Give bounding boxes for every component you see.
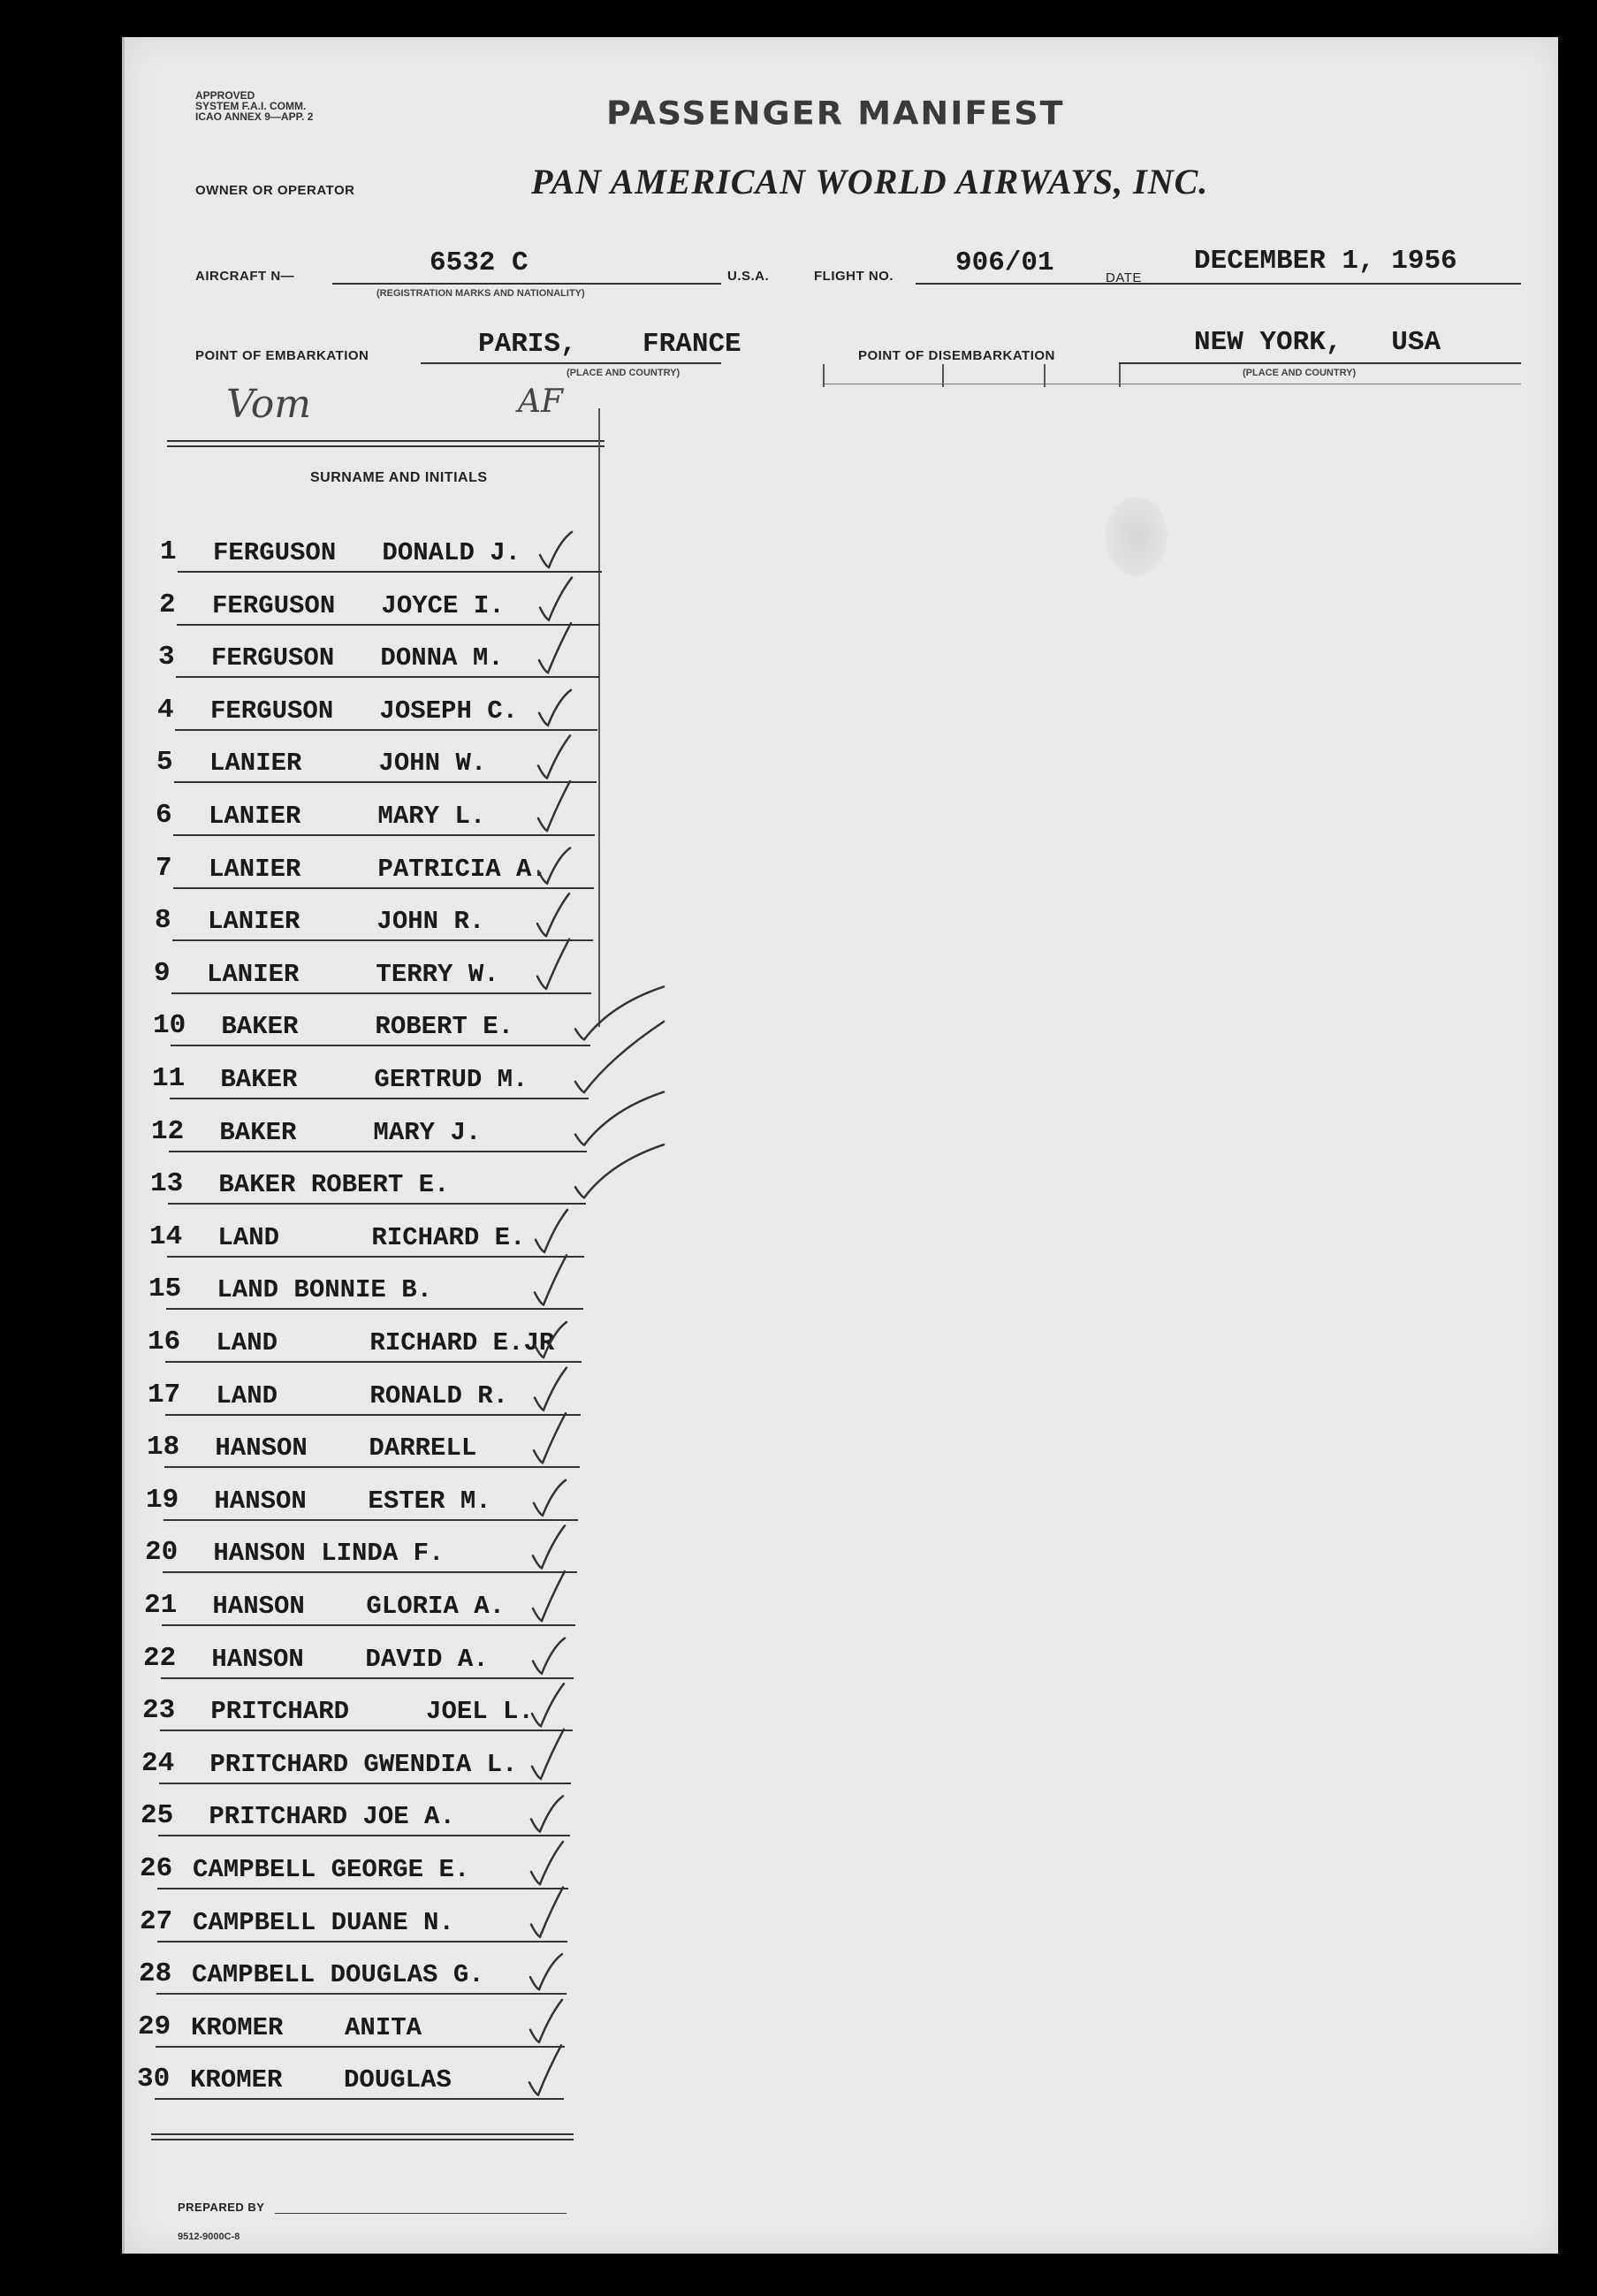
check-mark xyxy=(575,1144,664,1197)
passenger-number: 9 xyxy=(154,957,171,989)
passenger-name: HANSON GLORIA A. xyxy=(197,1592,506,1621)
passenger-name: FERGUSON JOYCE I. xyxy=(212,590,505,620)
aircraft-value: 6532 C xyxy=(430,247,529,278)
check-marks xyxy=(125,37,1558,2254)
owner-label: OWNER OR OPERATOR xyxy=(195,183,355,198)
check-mark xyxy=(538,848,570,884)
passenger-name: LANIER PATRICIA A. xyxy=(209,854,547,884)
manifest-sheet xyxy=(122,37,1558,2254)
check-mark xyxy=(539,690,571,726)
passenger-number: 13 xyxy=(150,1168,184,1200)
check-mark xyxy=(532,1684,564,1726)
passenger-number: 30 xyxy=(137,2064,171,2095)
flight-value: 906/01 xyxy=(955,247,1054,278)
passenger-name: BAKER MARY J. xyxy=(204,1117,482,1147)
passenger-name: KROMER ANITA xyxy=(191,2012,422,2042)
passenger-number: 16 xyxy=(148,1327,181,1357)
passenger-number: 15 xyxy=(148,1273,182,1305)
check-mark xyxy=(533,1525,565,1568)
check-mark xyxy=(530,1954,562,1989)
date-label: DATE xyxy=(1106,270,1142,285)
passenger-name: FERGUSON JOSEPH C. xyxy=(210,696,519,726)
approval-note: APPROVED SYSTEM F.A.I. COMM. ICAO ANNEX 9—APP. 2 xyxy=(195,89,314,123)
passenger-number: 24 xyxy=(141,1747,175,1779)
check-mark xyxy=(575,1092,664,1145)
passenger-number: 23 xyxy=(142,1695,176,1727)
passenger-name: FERGUSON DONALD J. xyxy=(213,538,521,567)
passenger-number: 27 xyxy=(140,1905,173,1937)
check-mark xyxy=(534,1480,566,1516)
passenger-number: 28 xyxy=(139,1958,172,1990)
check-mark xyxy=(531,1796,563,1831)
passenger-name: BAKER ROBERT E. xyxy=(203,1170,450,1200)
check-mark xyxy=(538,781,570,831)
passenger-name: LANIER JOHN R. xyxy=(208,907,485,937)
check-mark xyxy=(540,532,572,567)
disembarkation-label: POINT OF DISEMBARKATION xyxy=(858,348,1055,363)
passenger-number: 2 xyxy=(159,589,176,620)
check-mark xyxy=(529,2045,561,2095)
check-mark xyxy=(531,1888,563,1937)
flight-label: FLIGHT NO. xyxy=(814,269,894,284)
surname-header: SURNAME AND INITIALS xyxy=(310,470,488,485)
check-mark xyxy=(537,893,569,936)
check-mark xyxy=(539,623,571,673)
passenger-name: KROMER DOUGLAS xyxy=(190,2065,452,2095)
passenger-name: HANSON DAVID A. xyxy=(196,1644,489,1674)
prepared-rule xyxy=(275,2213,567,2214)
passenger-name: PRITCHARD GWENDIA L. xyxy=(194,1749,518,1779)
passenger-name: LAND BONNIE B. xyxy=(202,1275,433,1305)
check-mark xyxy=(575,1022,664,1092)
passenger-number: 21 xyxy=(144,1590,178,1621)
handwritten-code: AF xyxy=(518,384,563,420)
passenger-name: LAND RICHARD E. xyxy=(202,1222,526,1252)
check-mark xyxy=(536,1210,567,1252)
passenger-name: HANSON ESTER M. xyxy=(199,1486,491,1516)
passenger-name: CAMPBELL GEORGE E. xyxy=(193,1855,470,1884)
check-mark xyxy=(531,1842,563,1884)
country-label: U.S.A. xyxy=(727,269,770,284)
check-mark xyxy=(535,1322,567,1357)
check-mark xyxy=(537,939,569,989)
passenger-name: LANIER TERRY W. xyxy=(207,959,499,989)
passenger-name: PRITCHARD JOE A. xyxy=(194,1802,455,1832)
passenger-number: 14 xyxy=(149,1220,183,1252)
passenger-number: 1 xyxy=(160,536,177,567)
passenger-name: BAKER ROBERT E. xyxy=(206,1012,514,1042)
passenger-number: 20 xyxy=(145,1537,179,1569)
passenger-number: 26 xyxy=(140,1853,173,1884)
disembarkation-value: NEW YORK, USA xyxy=(1194,327,1441,358)
passenger-name: HANSON DARRELL xyxy=(200,1433,477,1464)
passenger-name: PRITCHARD JOEL L. xyxy=(195,1697,534,1727)
embarkation-value: PARIS, FRANCE xyxy=(478,329,741,360)
passenger-number: 6 xyxy=(156,800,172,831)
passenger-name: HANSON LINDA F. xyxy=(198,1539,445,1569)
aircraft-label: AIRCRAFT N— xyxy=(195,269,295,284)
registration-caption: (REGISTRATION MARKS AND NATIONALITY) xyxy=(376,288,585,299)
passenger-number: 19 xyxy=(146,1484,179,1516)
passenger-name: BAKER GERTRUD M. xyxy=(205,1065,529,1094)
check-mark xyxy=(533,1571,565,1621)
passenger-number: 4 xyxy=(157,694,174,726)
embarkation-caption: (PLACE AND COUNTRY) xyxy=(567,368,681,378)
date-value: DECEMBER 1, 1956 xyxy=(1194,246,1457,277)
check-mark xyxy=(532,1730,564,1779)
check-mark xyxy=(533,1638,565,1674)
passenger-name: LANIER JOHN W. xyxy=(209,749,487,779)
passenger-number: 8 xyxy=(155,905,171,937)
passenger-number: 10 xyxy=(153,1010,186,1042)
check-mark xyxy=(540,578,572,620)
check-mark xyxy=(534,1413,566,1463)
passenger-number: 25 xyxy=(141,1800,174,1832)
operator-name: PAN AMERICAN WORLD AIRWAYS, INC. xyxy=(531,162,1209,201)
passenger-number: 3 xyxy=(158,642,175,673)
passenger-number: 5 xyxy=(156,747,173,779)
passenger-number: 11 xyxy=(152,1063,186,1094)
check-mark xyxy=(530,2000,562,2042)
passenger-number: 22 xyxy=(143,1642,177,1674)
passenger-number: 12 xyxy=(151,1115,185,1147)
passenger-number: 18 xyxy=(147,1432,180,1464)
passenger-number: 29 xyxy=(138,2011,171,2042)
passenger-name: CAMPBELL DUANE N. xyxy=(193,1907,454,1937)
manifest-title: PASSENGER MANIFEST xyxy=(606,95,1065,132)
prepared-label: PREPARED BY xyxy=(178,2201,265,2214)
passenger-number: 17 xyxy=(148,1379,181,1410)
disembarkation-caption: (PLACE AND COUNTRY) xyxy=(1243,368,1357,378)
passenger-name: LAND RONALD R. xyxy=(201,1380,509,1410)
form-number: 9512-9000C-8 xyxy=(178,2231,240,2242)
check-mark xyxy=(535,1368,567,1410)
passenger-name: LANIER MARY L. xyxy=(209,802,486,831)
passenger-name: LAND RICHARD E.JR xyxy=(201,1328,555,1357)
check-mark xyxy=(538,735,570,778)
passenger-name: FERGUSON DONNA M. xyxy=(211,643,504,673)
embarkation-label: POINT OF EMBARKATION xyxy=(195,348,369,363)
handwritten-initials: Vom xyxy=(226,382,311,427)
passenger-number: 7 xyxy=(156,852,172,884)
passenger-name: CAMPBELL DOUGLAS G. xyxy=(192,1960,484,1990)
check-mark xyxy=(535,1255,567,1304)
